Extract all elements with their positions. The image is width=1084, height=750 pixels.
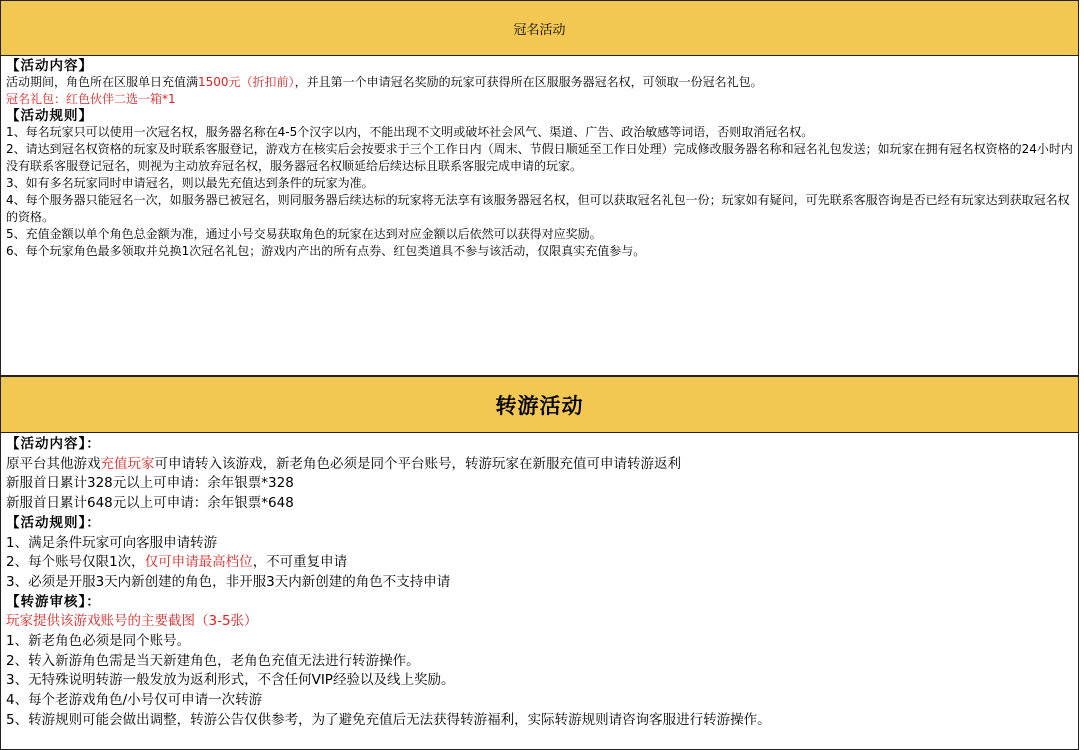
- rules-heading: 【活动规则】: [6, 108, 93, 124]
- content-highlight: 1500元（折扣前）: [198, 75, 295, 89]
- content-heading: 【活动内容】: [6, 58, 93, 74]
- rule-highlight: 仅可申请最高档位: [144, 554, 253, 571]
- section-title-transfer: 转游活动: [0, 376, 1079, 433]
- review-item: 1、新老角色必须是同个账号。: [6, 633, 191, 650]
- review-note: 玩家提供该游戏账号的主要截图（3-5张）: [6, 613, 258, 630]
- reward-line: 新服首日累计648元以上可申请：余年银票*648: [6, 495, 294, 512]
- rule-item: 6、每个玩家角色最多领取并兑换1次冠名礼包；游戏内产出的所有点券、红包类道具不参与该活动，仅限真实充值参与。: [6, 244, 646, 258]
- review-heading: 【转游审核】：: [6, 593, 101, 610]
- gift-line: 冠名礼包：红色伙伴二选一箱*1: [6, 92, 176, 106]
- rule-item: [6, 553, 1074, 573]
- content-text: 活动期间，角色所在区服单日充值满: [6, 75, 199, 89]
- content-text: 原平台其他游戏: [6, 455, 101, 472]
- content-text: 可申请转入该游戏，新老角色必须是同个平台账号，转游玩家在新服充值可申请转游返利: [154, 455, 681, 472]
- rule-item: 3、如有多名玩家同时申请冠名，则以最先充值达到条件的玩家为准。: [6, 176, 374, 190]
- transfer-event-cell: [0, 433, 1079, 750]
- reward-line: 新服首日累计328元以上可申请：余年银票*328: [6, 475, 294, 492]
- content-heading: 【活动内容】：: [6, 436, 101, 452]
- rule-item: 1、每名玩家只可以使用一次冠名权，服务器名称在4-5个汉字以内，不能出现不文明或破坏社会风气、渠道、广告、政治敏感等词语，否则取消冠名权。: [6, 125, 814, 139]
- rule-item: 3、必须是开服3天内新创建的角色，非开服3天内新创建的角色不支持申请: [6, 573, 451, 590]
- rule-text: ，不可重复申请: [252, 554, 348, 571]
- rule-item: 4、每个服务器只能冠名一次，如服务器已被冠名，则同服务器后续达标的玩家将无法享有该服务器冠名权，但可以获取冠名礼包一份；玩家如有疑问，可先联系客服咨询是否已经有玩家达到获取冠名权的资格。: [6, 193, 1070, 224]
- content-highlight: 充值玩家: [100, 455, 155, 472]
- review-item: 5、转游规则可能会做出调整，转游公告仅供参考，为了避免充值后无法获得转游福利，实际转游规则请咨询客服进行转游操作。: [6, 711, 771, 728]
- rule-item: 5、充值金额以单个角色总金额为准，通过小号交易获取角色的玩家在达到对应金额以后依然可以获得对应奖励。: [6, 227, 602, 241]
- content-text: ，并且第一个申请冠名奖励的玩家可获得所在区服服务器冠名权，可领取一份冠名礼包。: [294, 75, 763, 89]
- review-item: 4、每个老游戏角色/小号仅可申请一次转游: [6, 692, 263, 709]
- naming-event-cell: [0, 56, 1079, 376]
- review-item: 3、无特殊说明转游一般发放为返利形式，不含任何VIP经验以及线上奖励。: [6, 672, 455, 689]
- rules-heading: 【活动规则】：: [6, 514, 101, 531]
- rule-text: 2、每个账号仅限1次，: [6, 554, 145, 571]
- review-item: 2、转入新游角色需是当天新建角色，老角色充值无法进行转游操作。: [6, 652, 420, 669]
- section-title-naming: 冠名活动: [0, 0, 1079, 56]
- rule-item: 2、请达到冠名权资格的玩家及时联系客服登记，游戏方在核实后会按要求于三个工作日内（周末、节假日顺延至工作日处理）完成修改服务器名称和冠名礼包发送；如玩家在拥有冠名权资格的24小时内没有联系客服登记冠名，则视为主动放弃冠名权，服务器冠名权顺延给后续达标且联系客服完成申请的玩家。: [6, 142, 1073, 173]
- rule-item: 1、满足条件玩家可向客服申请转游: [6, 534, 218, 551]
- content-paragraph: [6, 455, 1074, 475]
- content-paragraph: [6, 74, 1074, 91]
